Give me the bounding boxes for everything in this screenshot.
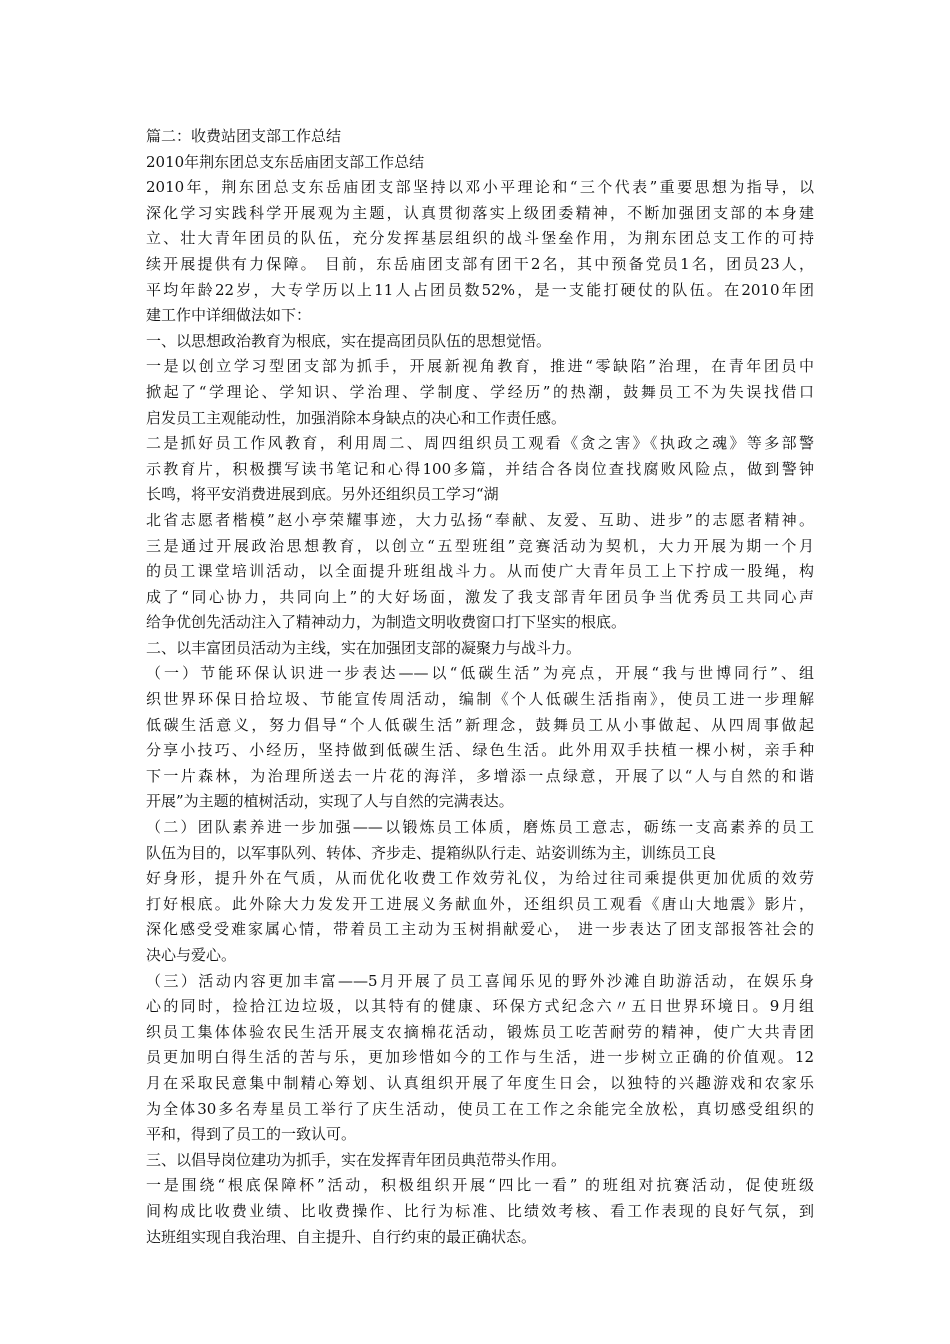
text-line: 间构成比收费业绩、比收费操作、比行为标准、比绩效考核、看工作表现的良好气氛，到 bbox=[146, 1201, 814, 1220]
text-line: 启发员工主观能动性，加强消除本身缺点的决心和工作责任感。 bbox=[146, 408, 567, 427]
text-line: 下一片森林，为治理所送去一片花的海洋，多增添一点绿意，开展了以“人与自然的和谐 bbox=[146, 766, 814, 785]
text-line: 月在采取民意集中制精心筹划、认真组织开展了年度生日会，以独特的兴趣游戏和农家乐 bbox=[146, 1073, 814, 1092]
text-line: 织员工集体体验农民生活开展支农摘棉花活动，锻炼员工吃苦耐劳的精神，使广大共青团 bbox=[146, 1022, 814, 1041]
text-line: （三）活动内容更加丰富——5月开展了员工喜闻乐见的野外沙滩自助游活动，在娱乐身 bbox=[146, 971, 814, 990]
section-heading: 篇二：收费站团支部工作总结 bbox=[146, 127, 342, 145]
text-line: 队伍为目的，以军事队列、转体、齐步走、提箱纵队行走、站姿训练为主，训练员工良 bbox=[146, 843, 717, 862]
text-line: 深化学习实践科学开展观为主题，认真贯彻落实上级团委精神，不断加强团支部的本身建 bbox=[146, 203, 814, 222]
text-line: 心的同时，捡拾江边垃圾，以其特有的健康、环保方式纪念六〃五日世界环境日。9月组 bbox=[146, 997, 814, 1016]
text-line: 立、壮大青年团员的队伍，充分发挥基层组织的战斗堡垒作用，为荆东团总支工作的可持 bbox=[146, 229, 814, 248]
text-line: 为全体30多名寿星员工举行了庆生活动，使员工在工作之余能完全放松，真切感受组织的 bbox=[146, 1099, 814, 1118]
text-line: 员更加明白得生活的苦与乐，更加珍惜如今的工作与生活，进一步树立正确的价值观。12 bbox=[146, 1048, 814, 1067]
text-line: 一是围绕“根底保障杯”活动，积极组织开展“四比一看” 的班组对抗赛活动，促使班级 bbox=[146, 1176, 814, 1195]
text-line: 平均年龄22岁，大专学历以上11人占团员数52%，是一支能打硬仗的队伍。在2010年团 bbox=[146, 280, 814, 299]
text-line: 达班组实现自我治理、自主提升、自行约束的最正确状态。 bbox=[146, 1227, 537, 1246]
text-line: 深化感受受难家属心情，带着员工主动为玉树捐献爱心， 进一步表达了团支部报答社会的 bbox=[146, 920, 814, 939]
text-line: 决心与爱心。 bbox=[146, 946, 237, 964]
section-heading: 三、以倡导岗位建功为抓手，实在发挥青年团员典范带头作用。 bbox=[146, 1150, 567, 1169]
text-line: 低碳生活意义，努力倡导“个人低碳生活”新理念，鼓舞员工从小事做起、从四周事做起 bbox=[146, 715, 814, 734]
text-line: （一）节能环保认识进一步表达——以“低碳生活”为亮点，开展“我与世博同行”、组 bbox=[146, 664, 814, 683]
text-line: （二）团队素养进一步加强——以锻炼员工体质，磨炼员工意志，砺练一支高素养的员工 bbox=[146, 818, 814, 837]
text-line: 织世界环保日拾垃圾、节能宣传周活动，编制《个人低碳生活指南》，使员工进一步理解 bbox=[146, 690, 814, 709]
document-body bbox=[146, 124, 814, 1250]
text-line: 好身形，提升外在气质，从而优化收费工作效劳礼仪，为给过往司乘提供更加优质的效劳 bbox=[146, 869, 814, 888]
text-line: 开展”为主题的植树活动，实现了人与自然的完满表达。 bbox=[146, 792, 514, 811]
text-line: 分享小技巧、小经历，坚持做到低碳生活、绿色生活。此外用双手扶植一棵小树，亲手种 bbox=[146, 741, 814, 760]
text-line: 示教育片，积极撰写读书笔记和心得100多篇，并结合各岗位查找腐败风险点，做到警钟 bbox=[146, 459, 814, 478]
text-line: 一是以创立学习型团支部为抓手，开展新视角教育，推进“零缺陷”治理，在青年团员中 bbox=[146, 357, 814, 376]
text-line: 三是通过开展政治思想教育，以创立“五型班组”竞赛活动为契机，大力开展为期一个月 bbox=[146, 536, 814, 555]
text-line: 的员工课堂培训活动，以全面提升班组战斗力。从而使广大青年员工上下拧成一股绳，构 bbox=[146, 562, 814, 581]
text-line: 2010年，荆东团总支东岳庙团支部坚持以邓小平理论和“三个代表”重要思想为指导，以 bbox=[146, 178, 814, 197]
text-line: 成了“同心协力，共同向上”的大好场面，激发了我支部青年团员争当优秀员工共同心声 bbox=[146, 587, 814, 606]
text-line: 建工作中详细做法如下： bbox=[146, 306, 312, 325]
text-line: 打好根底。此外除大力发发开工进展义务献血外，还组织员工观看《唐山大地震》影片， bbox=[146, 894, 814, 913]
section-heading: 一、以思想政治教育为根底，实在提高团员队伍的思想觉悟。 bbox=[146, 331, 552, 350]
text-line: 续开展提供有力保障。 目前，东岳庙团支部有团干2名，其中预备党员1名，团员23人， bbox=[146, 254, 814, 273]
document-title: 2010年荆东团总支东岳庙团支部工作总结 bbox=[146, 152, 425, 171]
text-line: 掀起了“学理论、学知识、学治理、学制度、学经历”的热潮，鼓舞员工不为失误找借口 bbox=[146, 382, 814, 401]
text-line: 平和，得到了员工的一致认可。 bbox=[146, 1125, 357, 1144]
text-line: 二是抓好员工作风教育，利用周二、周四组织员工观看《贪之害》《执政之魂》等多部警 bbox=[146, 434, 814, 453]
text-line: 长鸣，将平安消费进展到底。另外还组织员工学习“湖 bbox=[146, 485, 499, 504]
section-heading: 二、以丰富团员活动为主线，实在加强团支部的凝聚力与战斗力。 bbox=[146, 638, 582, 657]
text-line: 北省志愿者楷模”赵小亭荣耀事迹，大力弘扬“奉献、友爱、互助、进步”的志愿者精神。 bbox=[146, 510, 814, 529]
text-line: 给争优创先活动注入了精神动力，为制造文明收费窗口打下坚实的根底。 bbox=[146, 613, 627, 632]
